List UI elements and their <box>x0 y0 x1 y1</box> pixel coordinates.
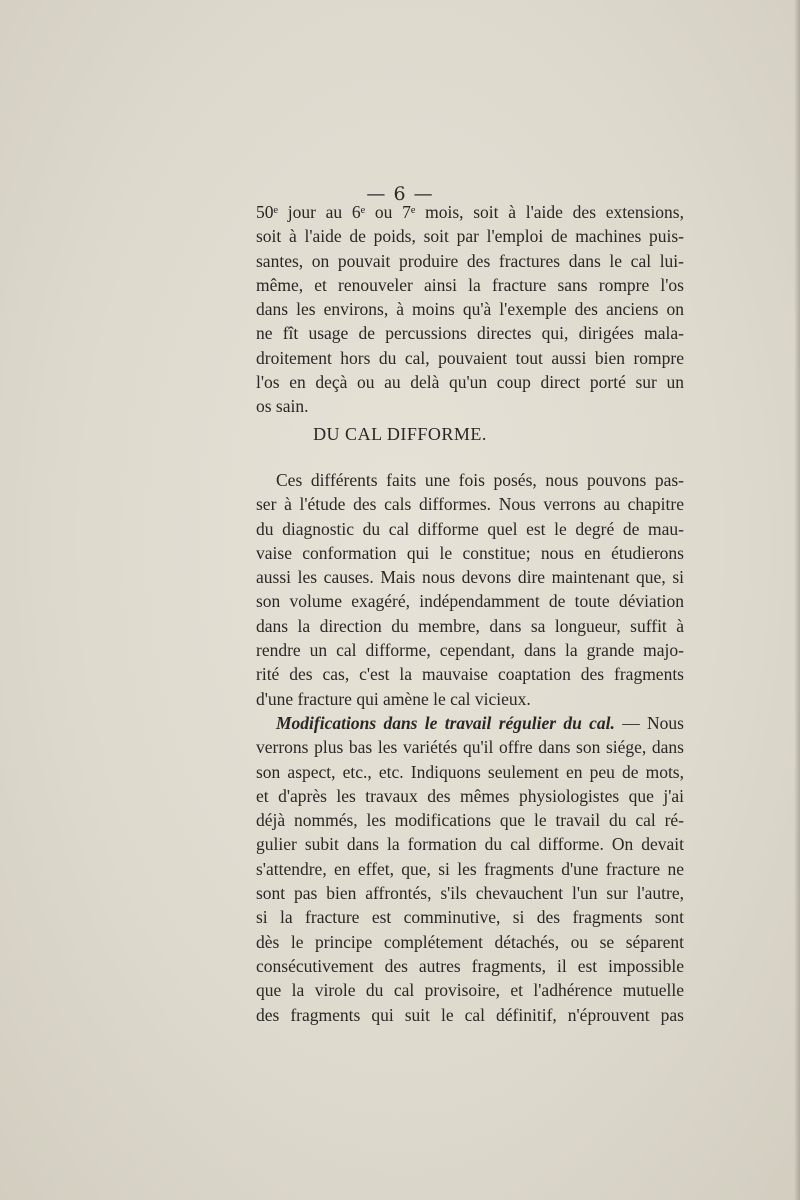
text-line: son volume exagéré, indépendamment de toute déviation <box>256 591 684 612</box>
text-line: rité des cas, c'est la mauvaise coaptation des fragments <box>256 664 684 685</box>
text-line: d'une fracture qui amène le cal vicieux. <box>256 688 531 709</box>
text-line: du diagnostic du cal difforme quel est le degré de mau- <box>256 518 684 539</box>
subsection-line <box>256 711 684 735</box>
text-line: gulier subit dans la formation du cal difforme. On devait <box>256 834 684 855</box>
text-line: santes, on pouvait produire des fractures dans le cal lui- <box>256 250 684 271</box>
text-line: os sain. <box>256 396 309 417</box>
text-line: vaise conformation qui le constitue; nous en étudierons <box>256 542 684 563</box>
subsection-title: Modifications dans le travail régulier du cal. <box>276 712 615 733</box>
text-line: son aspect, etc., etc. Indiquons seulement en peu de mots, <box>256 761 684 782</box>
subsection-line-rest: — Nous <box>622 712 684 733</box>
text-line: soit à l'aide de poids, soit par l'emploi de machines puis- <box>256 226 684 247</box>
page-number: — 6 — <box>366 183 434 205</box>
text-line: droitement hors du cal, pouvaient tout aussi bien rompre <box>256 347 684 368</box>
text-line: aussi les causes. Mais nous devons dire maintenant que, si <box>256 567 684 588</box>
intro-paragraph <box>256 200 684 419</box>
text-line: rendre un cal difforme, cependant, dans la grande majo- <box>256 640 684 661</box>
text-line: dans la direction du membre, dans sa longueur, suffit à <box>256 615 684 636</box>
text-line: sont pas bien affrontés, s'ils chevauchent l'un sur l'autre, <box>256 883 684 904</box>
text-line: ser à l'étude des cals difformes. Nous verrons au chapitre <box>256 494 684 515</box>
text-line: dans les environs, à moins qu'à l'exemple des anciens on <box>256 299 684 320</box>
text-line: des fragments qui suit le cal définitif, n'éprouvent pas <box>256 1004 684 1025</box>
text-line: déjà nommés, les modifications que le travail du cal ré- <box>256 810 684 831</box>
main-text <box>256 468 684 1027</box>
text-line: même, et renouveler ainsi la fracture sans rompre l'os <box>256 274 684 295</box>
text-line: ne fît usage de percussions directes qui, dirigées mala- <box>256 323 684 344</box>
page-edge-shadow <box>794 0 800 1200</box>
text-line: dès le principe complétement détachés, ou se séparent <box>256 931 684 952</box>
text-line: s'attendre, en effet, que, si les fragments d'une fracture ne <box>256 858 684 879</box>
section-heading: DU CAL DIFFORME. <box>313 424 487 444</box>
text-line: Ces différents faits une fois posés, nous pouvons pas- <box>276 470 684 490</box>
text-line: l'os en deçà ou au delà qu'un coup direct porté sur un <box>256 372 684 393</box>
text-line: 50ᵉ jour au 6ᵉ ou 7ᵉ mois, soit à l'aide des extensions, <box>256 202 684 222</box>
text-line: si la fracture est comminutive, si des fragments sont <box>256 907 684 928</box>
text-line: que la virole du cal provisoire, et l'adhérence mutuelle <box>256 980 684 1001</box>
text-line: verrons plus bas les variétés qu'il offre dans son siége, dans <box>256 737 684 758</box>
text-line: et d'après les travaux des mêmes physiologistes que j'ai <box>256 785 684 806</box>
text-line: consécutivement des autres fragments, il est impossible <box>256 955 684 976</box>
